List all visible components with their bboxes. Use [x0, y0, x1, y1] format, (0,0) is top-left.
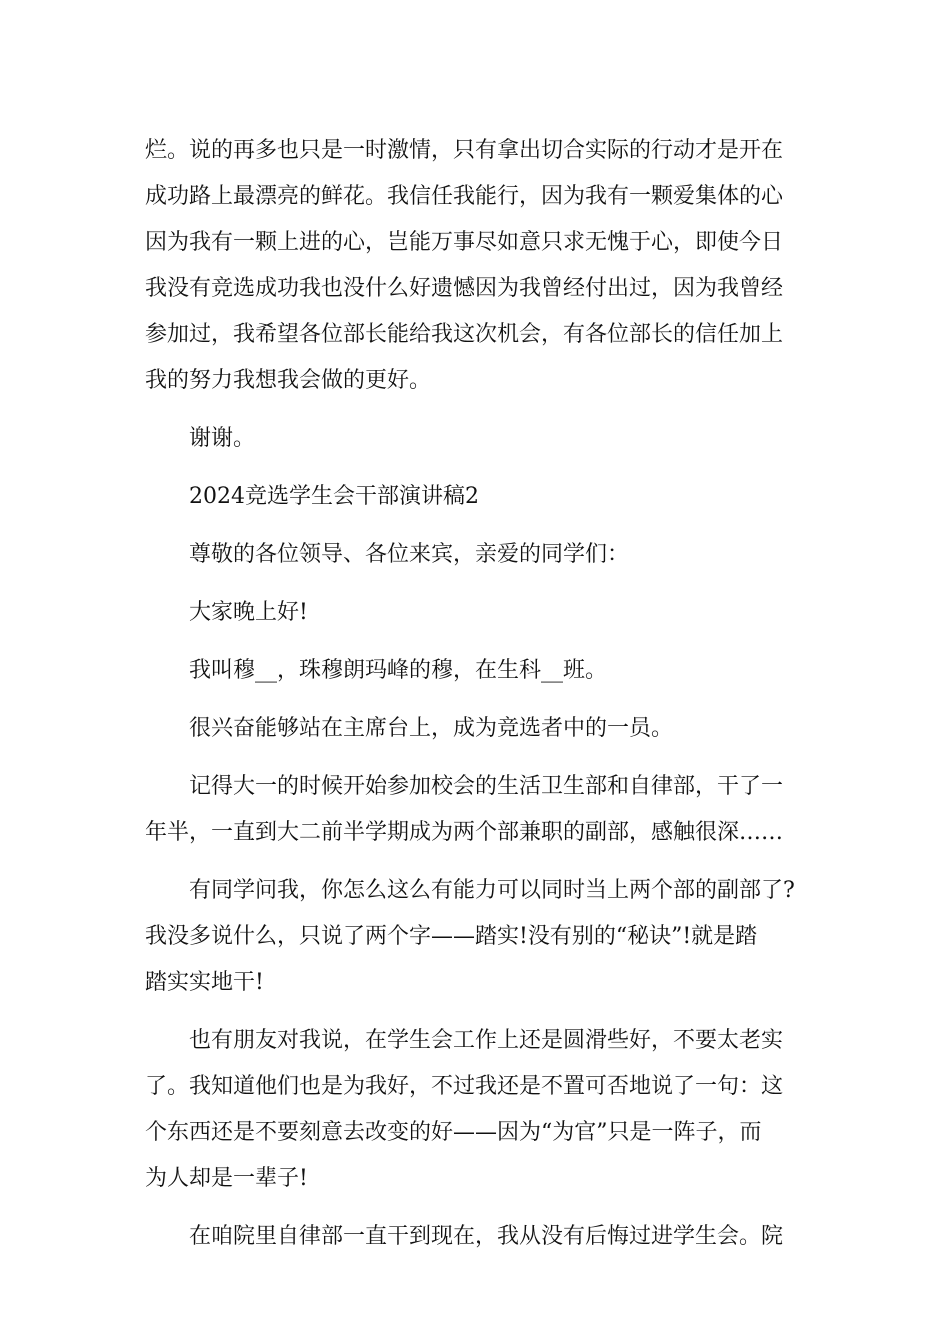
text-line: 个东西还是不要刻意去改变的好——因为“为官”只是一阵子，而 [145, 1120, 762, 1145]
paragraph [145, 706, 807, 752]
paragraph [145, 416, 807, 462]
text-line: 尊敬的各位领导、各位来宾，亲爱的同学们： [189, 542, 630, 567]
text-line: 有同学问我，你怎么这么有能力可以同时当上两个部的副部了? [189, 878, 795, 903]
paragraph [145, 128, 807, 404]
text-line: 记得大一的时候开始参加校会的生活卫生部和自律部，干了一 [189, 774, 784, 799]
text-line: 2024竞选学生会干部演讲稿2 [189, 484, 479, 509]
text-line: 我的努力我想我会做的更好。 [145, 368, 432, 393]
paragraph [145, 764, 807, 856]
paragraph [145, 590, 807, 636]
text-line: 了。我知道他们也是为我好，不过我还是不置可否地说了一句：这 [145, 1074, 784, 1099]
paragraph [145, 532, 807, 578]
text-line: 很兴奋能够站在主席台上，成为竞选者中的一员。 [189, 716, 674, 741]
text-line: 大家晚上好! [189, 600, 308, 625]
text-line: 参加过，我希望各位部长能给我这次机会，有各位部长的信任加上 [145, 322, 784, 347]
text-line: 谢谢。 [189, 426, 256, 451]
text-line: 我没多说什么，只说了两个字——踏实!没有别的“秘诀”!就是踏 [145, 924, 758, 949]
document-body [145, 128, 807, 1260]
text-line: 为人却是一辈子! [145, 1166, 308, 1191]
text-line: 也有朋友对我说，在学生会工作上还是圆滑些好，不要太老实 [189, 1028, 784, 1053]
paragraph [145, 474, 807, 520]
text-line: 烂。说的再多也只是一时激情，只有拿出切合实际的行动才是开在 [145, 138, 784, 163]
paragraph [145, 1018, 807, 1202]
paragraph [145, 1214, 807, 1260]
text-line: 我没有竞选成功我也没什么好遗憾因为我曾经付出过，因为我曾经 [145, 276, 784, 301]
text-line: 我叫穆__，珠穆朗玛峰的穆，在生科__班。 [189, 658, 608, 683]
text-line: 踏实实地干! [145, 970, 264, 995]
paragraph [145, 648, 807, 694]
text-line: 年半，一直到大二前半学期成为两个部兼职的副部，感触很深…… [145, 820, 784, 845]
text-line: 成功路上最漂亮的鲜花。我信任我能行，因为我有一颗爱集体的心 [145, 184, 784, 209]
paragraph [145, 868, 807, 1006]
text-line: 因为我有一颗上进的心，岂能万事尽如意只求无愧于心，即使今日 [145, 230, 784, 255]
text-line: 在咱院里自律部一直干到现在，我从没有后悔过进学生会。院 [189, 1224, 784, 1249]
